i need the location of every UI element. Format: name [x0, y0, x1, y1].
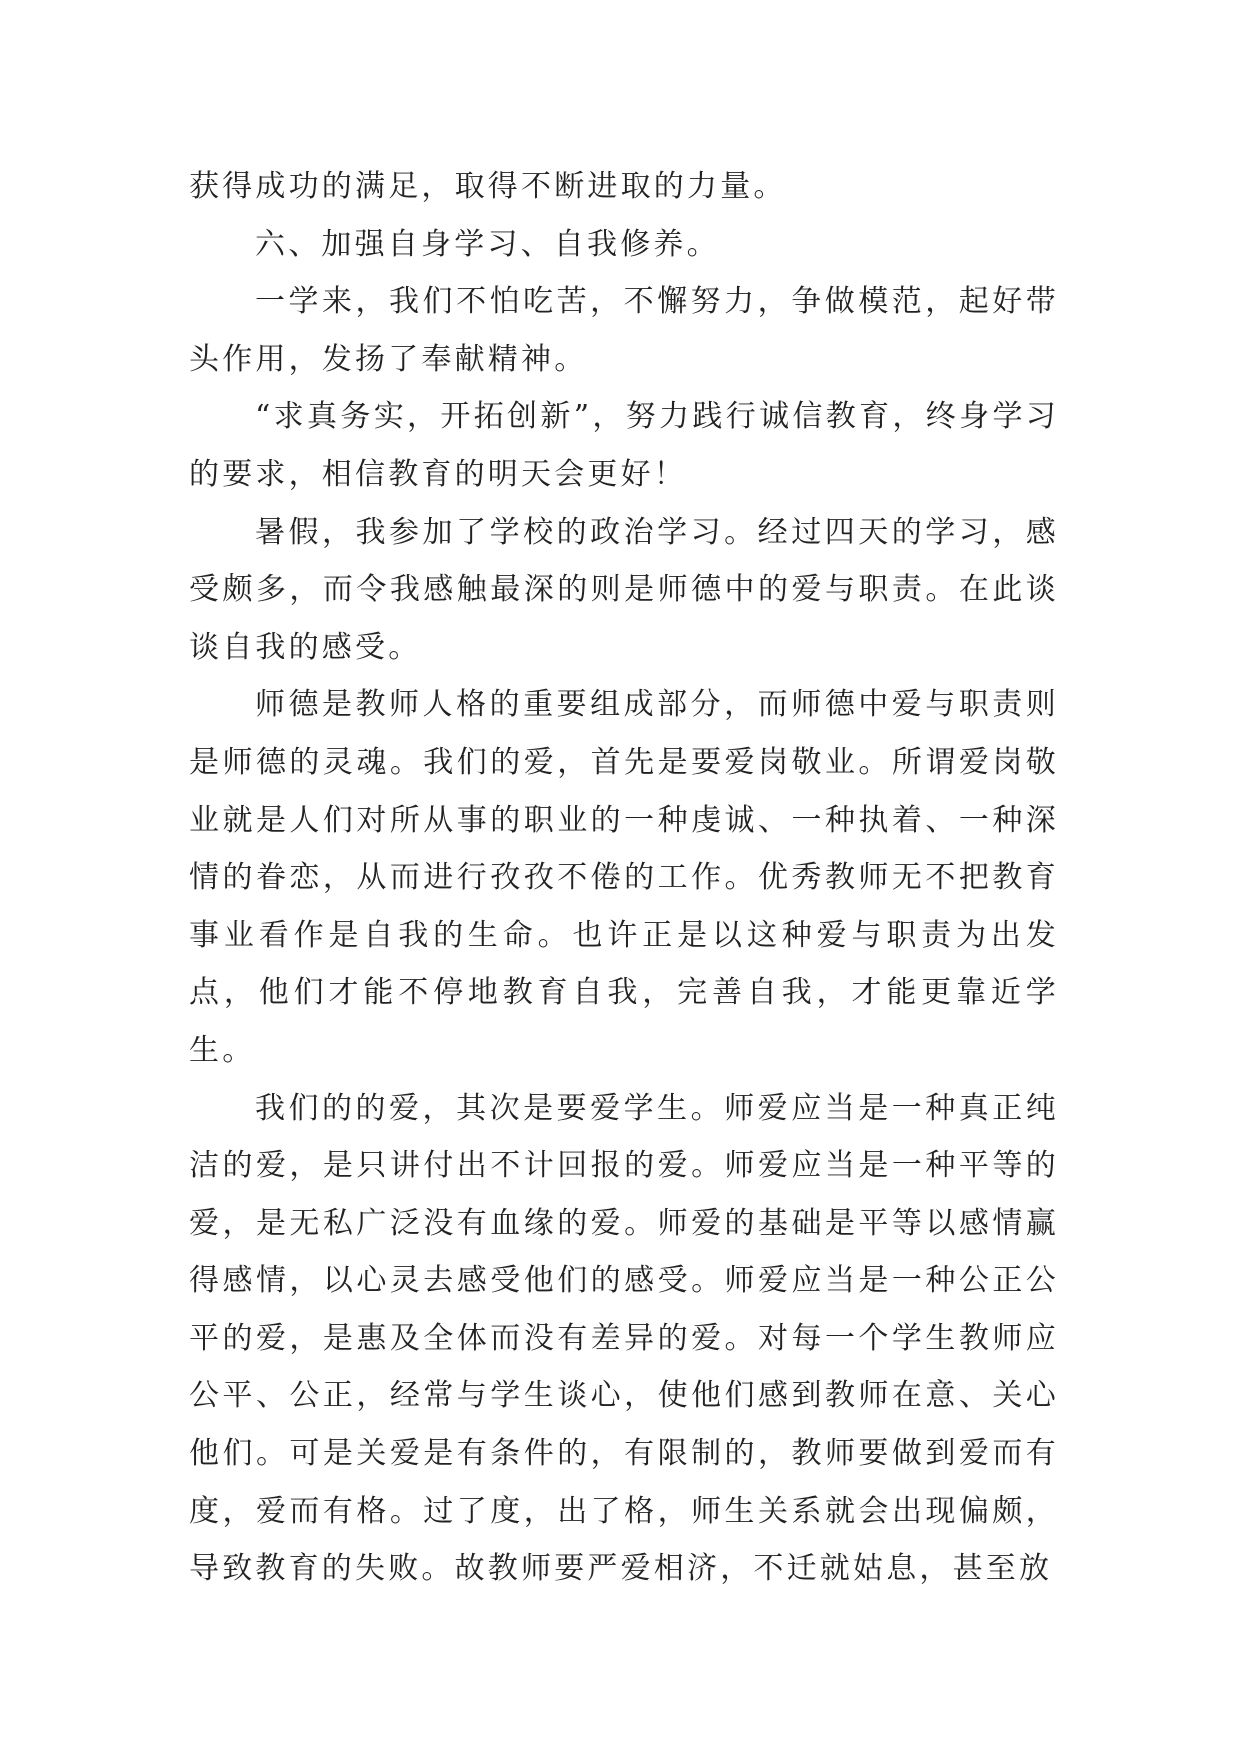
paragraph: 获得成功的满足，取得不断进取的力量。 — [189, 169, 787, 204]
paragraph: 暑假，我参加了学校的政治学习。经过四天的学习，感受颇多，而令我感触最深的则是师德中的爱与职责。在此谈谈自我的感受。 — [189, 514, 1059, 665]
paragraph: 一学来，我们不怕吃苦，不懈努力，争做模范，起好带头作用，发扬了奉献精神。 — [189, 284, 1059, 377]
document-body — [189, 158, 1059, 1598]
paragraph: 师德是教师人格的重要组成部分，而师德中爱与职责则是师德的灵魂。我们的爱，首先是要爱岗敬业。所谓爱岗敬业就是人们对所从事的职业的一种虔诚、一种执着、一种深情的眷恋，从而进行孜孜不倦的工作。优秀教师无不把教育事业看作是自我的生命。也许正是以这种爱与职责为出发点，他们才能不停地教育自我，完善自我，才能更靠近学生。 — [189, 687, 1059, 1068]
paragraph: “求真务实，开拓创新”，努力践行诚信教育，终身学习的要求，相信教育的明天会更好！ — [189, 399, 1059, 492]
paragraph: 我们的的爱，其次是要爱学生。师爱应当是一种真正纯洁的爱，是只讲付出不计回报的爱。师爱应当是一种平等的爱，是无私广泛没有血缘的爱。师爱的基础是平等以感情赢得感情，以心灵去感受他们的感受。师爱应当是一种公正公平的爱，是惠及全体而没有差异的爱。对每一个学生教师应公平、公正，经常与学生谈心，使他们感到教师在意、关心他们。可是关爱是有条件的，有限制的，教师要做到爱而有度，爱而有格。过了度，出了格，师生关系就会出现偏颇，导致教育的失败。故教师要严爱相济，不迁就姑息，甚至放 — [189, 1090, 1059, 1587]
paragraph: 六、加强自身学习、自我修养。 — [255, 226, 720, 262]
